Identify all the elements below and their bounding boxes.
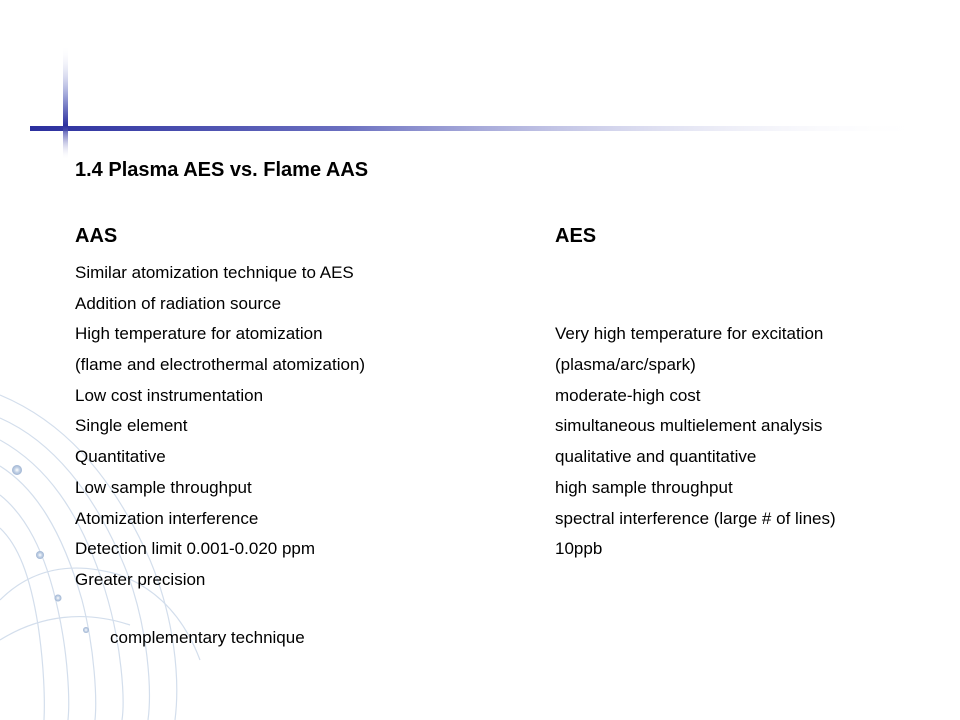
comparison-row: [75, 565, 935, 596]
comparison-row: [75, 473, 935, 504]
aas-point: Low sample throughput: [75, 477, 252, 497]
comparison-row: [75, 350, 935, 381]
comparison-row: [75, 504, 935, 535]
comparison-row: [75, 442, 935, 473]
comparison-row: [75, 289, 935, 320]
aas-point: Greater precision: [75, 569, 206, 589]
aes-point: high sample throughput: [555, 477, 733, 497]
comparison-row: [75, 411, 935, 442]
comparison-row: [75, 258, 935, 289]
comparison-list: [75, 258, 935, 596]
comparison-row: [75, 319, 935, 350]
aas-point: Addition of radiation source: [75, 293, 282, 313]
aes-point: spectral interference (large # of lines): [555, 508, 836, 528]
aas-point: Single element: [75, 416, 188, 436]
aas-point: Similar atomization technique to AES: [75, 263, 354, 282]
aas-point: Quantitative: [75, 447, 166, 467]
aes-point: 10ppb: [555, 539, 603, 559]
aes-point: qualitative and quantitative: [555, 447, 757, 467]
aes-point: (plasma/arc/spark): [555, 355, 696, 375]
column-heading-aes: AES: [555, 225, 597, 247]
aas-point: Atomization interference: [75, 508, 259, 528]
comparison-row: [75, 381, 935, 412]
comparison-row: [75, 534, 935, 565]
aas-point: Detection limit 0.001-0.020 ppm: [75, 539, 316, 559]
vertical-accent-bar: [63, 45, 68, 160]
column-heading-aas: AAS: [75, 225, 118, 247]
slide-title: 1.4 Plasma AES vs. Flame AAS: [75, 159, 369, 181]
aes-point: simultaneous multielement analysis: [555, 416, 823, 436]
aes-point: moderate-high cost: [555, 385, 701, 405]
horizontal-accent-bar: [30, 126, 930, 131]
footnote: complementary technique: [110, 628, 305, 647]
aas-point: Low cost instrumentation: [75, 385, 264, 405]
aas-point: (flame and electrothermal atomization): [75, 355, 366, 375]
aes-point: Very high temperature for excitation: [555, 324, 824, 344]
aas-point: High temperature for atomization: [75, 324, 323, 344]
